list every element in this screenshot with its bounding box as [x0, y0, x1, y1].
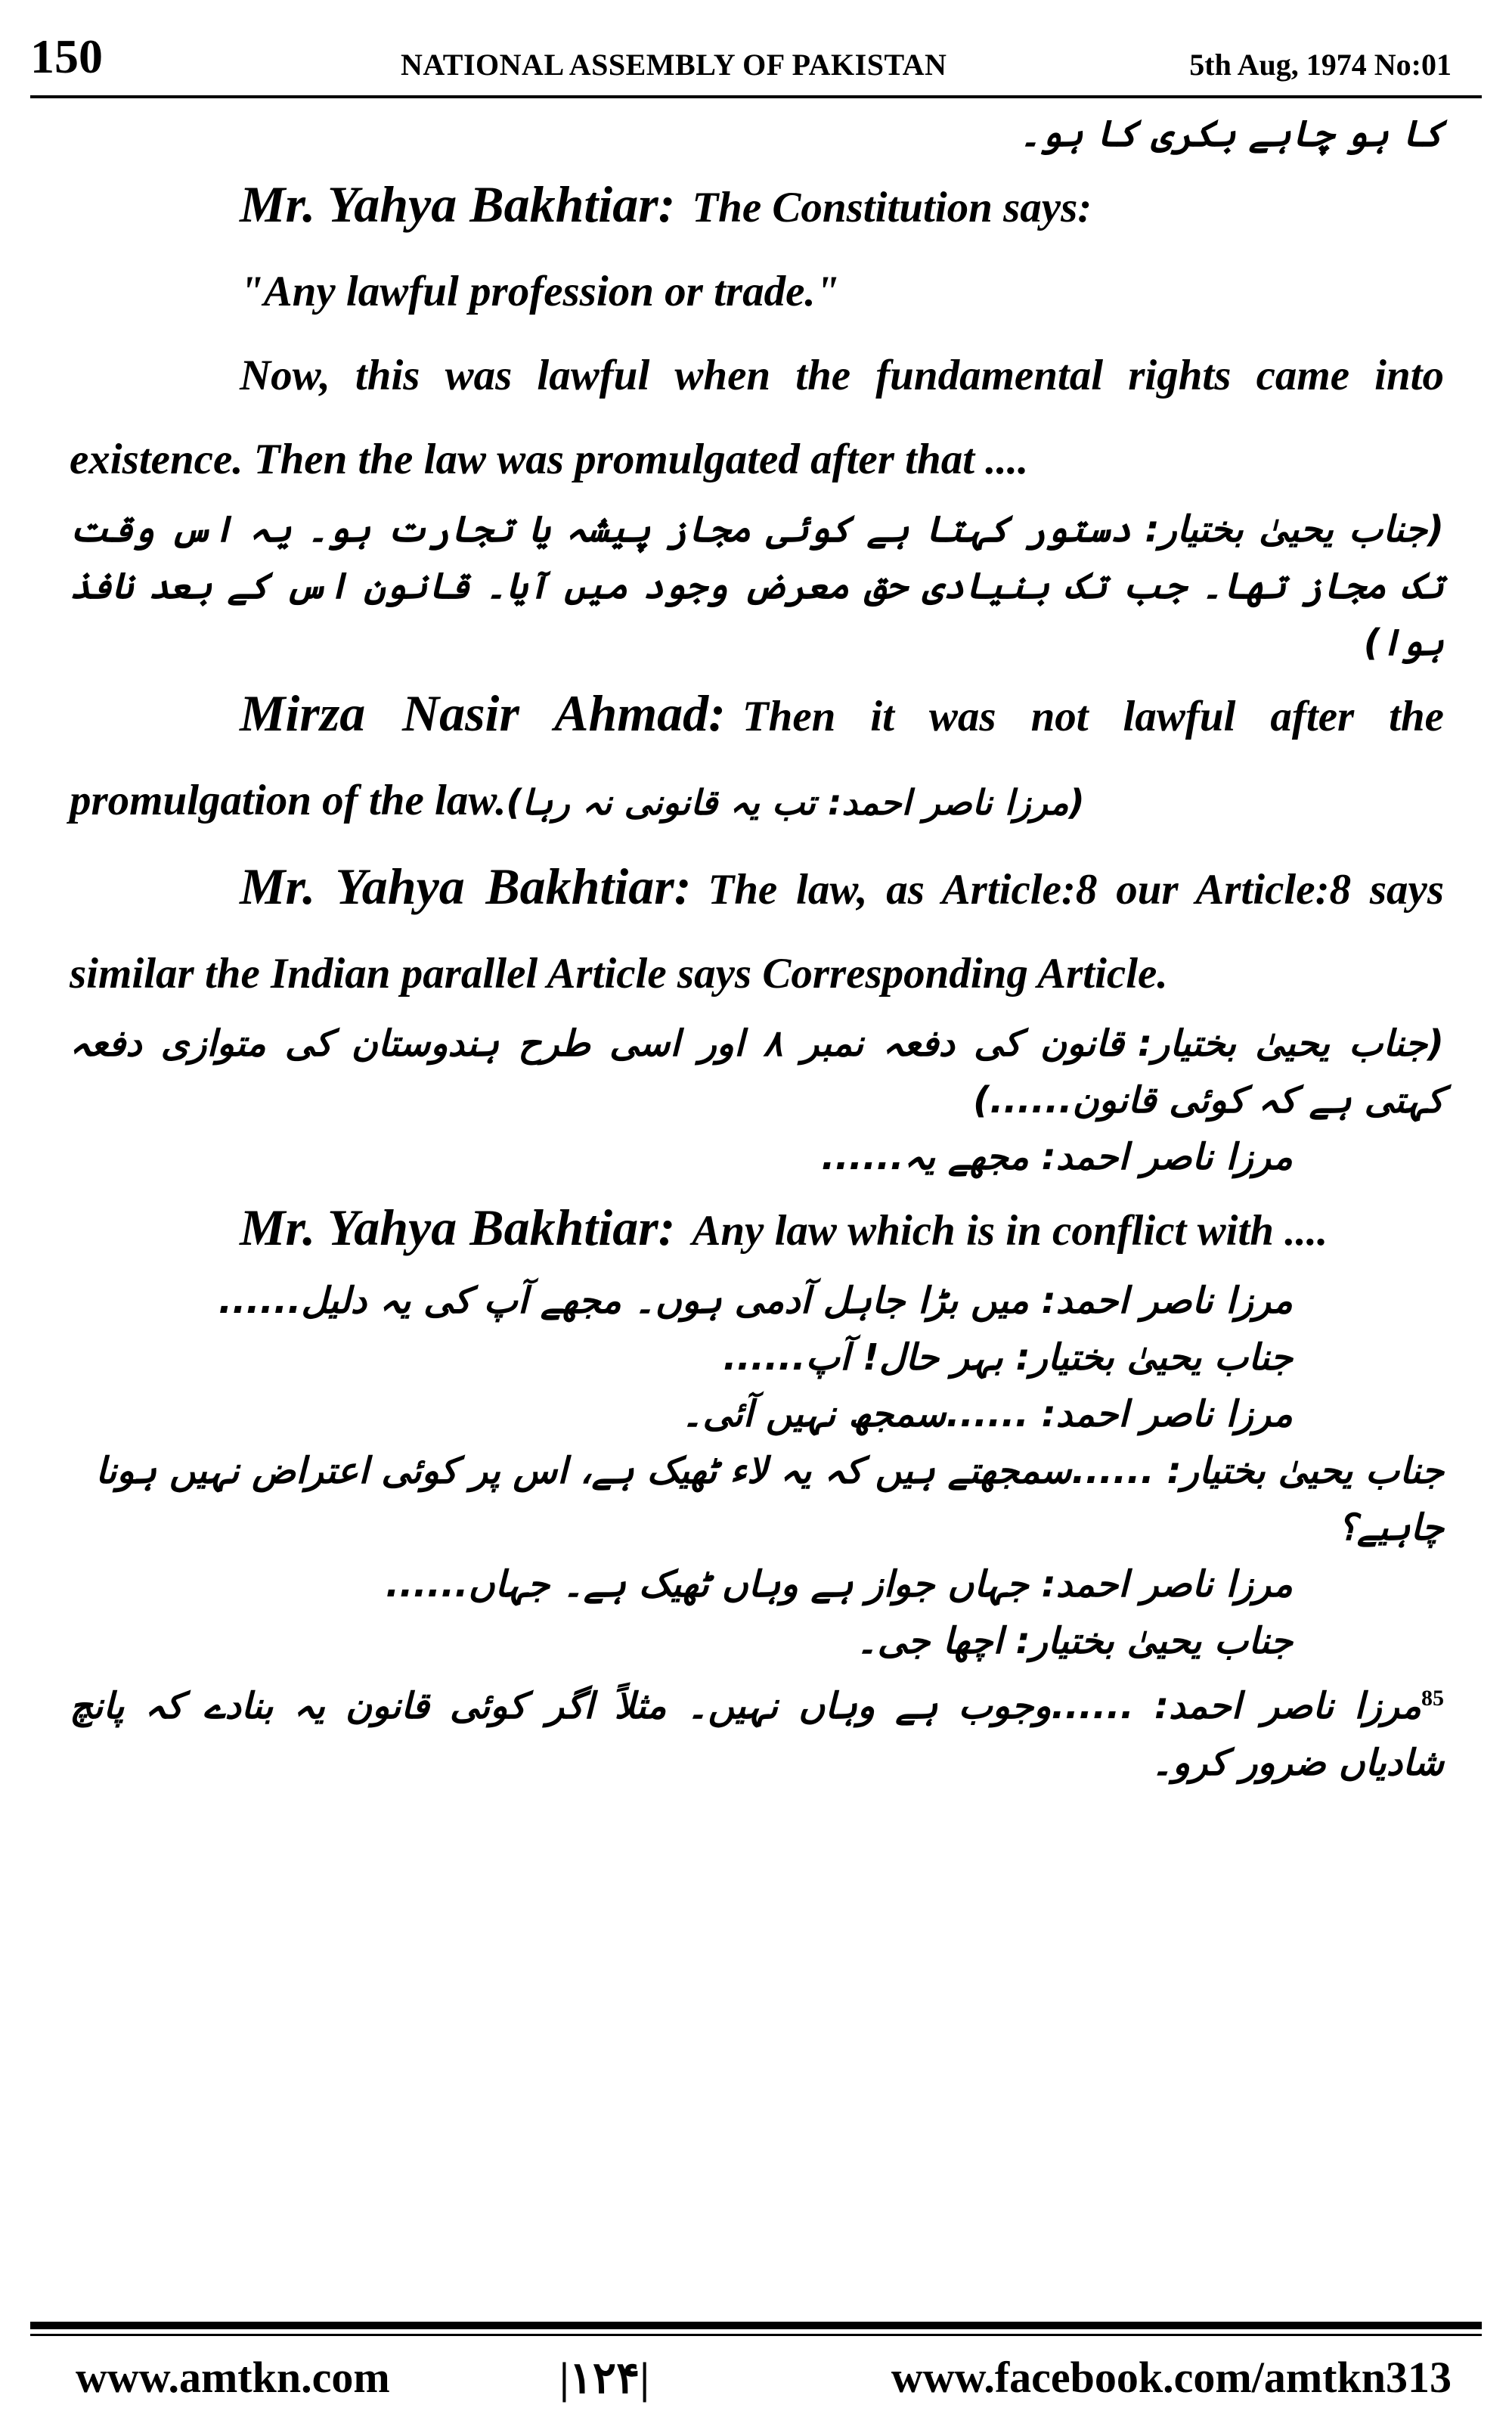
header-rule — [30, 95, 1482, 98]
urdu-speaker: (جناب یحییٰ بختیار: — [1145, 508, 1444, 551]
speech-text: The Constitution says: — [692, 184, 1092, 231]
urdu-line: مرزا ناصر احمد: میں بڑا جاہل آدمی ہوں۔ مجھے آپ کی یہ دلیل...... — [218, 1280, 1293, 1322]
urdu-line: جناب یحییٰ بختیار: بہر حال! آپ...... — [723, 1336, 1293, 1379]
speech-text: The law, as Article:8 our Article:8 says similar the Indian parallel Article says Corresponding Article. — [70, 866, 1444, 997]
urdu-line: کا ہو چاہے بکری کا ہو۔ — [1019, 113, 1444, 155]
speech-mirza-1 — [70, 672, 1444, 845]
facebook-link[interactable]: www.facebook.com/amtkn313 — [891, 2353, 1452, 2402]
urdu-dialogue — [70, 1556, 1444, 1670]
urdu-speaker: (جناب یحییٰ بختیار: — [1137, 1022, 1444, 1065]
speech-yahya-1 — [70, 163, 1444, 250]
urdu-text: دستور کہتا ہے کوئی مجاز پیشہ یا تجارت ہو۔ یہ اس وقت تک مجاز تھا۔ جب تک بنیادی حق معرض وجود میں آیا۔ قانون اس کے بعد نافذ ہوا) — [70, 508, 1444, 664]
marker-85: 85 — [1421, 1686, 1444, 1711]
website-link[interactable]: www.amtkn.com — [76, 2353, 390, 2402]
urdu-translation-2 — [70, 1016, 1444, 1129]
speech-yahya-2 — [70, 845, 1444, 1016]
speech-text: Any law which is in conflict with .... — [692, 1207, 1328, 1255]
urdu-line: مرزا ناصر احمد: مجھے یہ...... — [821, 1136, 1293, 1178]
constitution-quote: "Any lawful profession or trade." — [240, 268, 840, 315]
page-footer — [30, 2322, 1482, 2405]
speech-text: Then it was not lawful after the promulgation of the law. — [70, 693, 1444, 824]
urdu-translation-1 — [70, 501, 1444, 672]
speaker-name: Mr. Yahya Bakhtiar: — [240, 1199, 676, 1256]
footer-page-mark: |۱۲۴| — [559, 2353, 650, 2403]
publication-title: NATIONAL ASSEMBLY OF PAKISTAN — [401, 48, 947, 82]
urdu-line: مرزا ناصر احمد: ......سمجھ نہیں آئی۔ — [681, 1393, 1293, 1435]
speech-yahya-3 — [70, 1186, 1444, 1273]
urdu-text: قانون کی دفعہ نمبر ۸ اور اسی طرح ہندوستان کی متوازی دفعہ کہتی ہے کہ کوئی قانون......) — [70, 1022, 1444, 1122]
transcript-body — [70, 106, 1444, 1792]
issue-date: 5th Aug, 1974 No:01 — [1189, 48, 1452, 82]
page-number: 150 — [30, 29, 103, 83]
speaker-name: Mr. Yahya Bakhtiar: — [240, 858, 692, 915]
page-header — [30, 29, 1482, 97]
footer-rule — [30, 2334, 1482, 2336]
urdu-line: جناب یحییٰ بختیار: اچھا جی۔ — [856, 1620, 1293, 1662]
urdu-line-final — [70, 1670, 1444, 1792]
urdu-inline-translation: (مرزا ناصر احمد: تب یہ قانونی نہ رہا) — [506, 782, 1085, 823]
footer-rule — [30, 2322, 1482, 2329]
urdu-dialogue — [70, 1273, 1444, 1443]
urdu-line: جناب یحییٰ بختیار: ......سمجھتے ہیں کہ یہ لاء ٹھیک ہے، اس پر کوئی اعتراض نہیں ہونا چاہیے؟ — [95, 1450, 1444, 1549]
urdu-line: مرزا ناصر احمد: جہاں جواز ہے وہاں ٹھیک ہے۔ جہاں...... — [386, 1563, 1293, 1606]
speech-paragraph: Now, this was lawful when the fundamental rights came into existence. Then the law was promulgated after that .... — [70, 352, 1444, 483]
speaker-name: Mirza Nasir Ahmad: — [240, 684, 726, 742]
speaker-name: Mr. Yahya Bakhtiar: — [240, 175, 676, 233]
urdu-text: مرزا ناصر احمد: ......وجوب ہے وہاں نہیں۔ مثلاً اگر کوئی قانون یہ بنادے کہ پانچ شادیاں ضرور کرو۔ — [70, 1685, 1444, 1784]
